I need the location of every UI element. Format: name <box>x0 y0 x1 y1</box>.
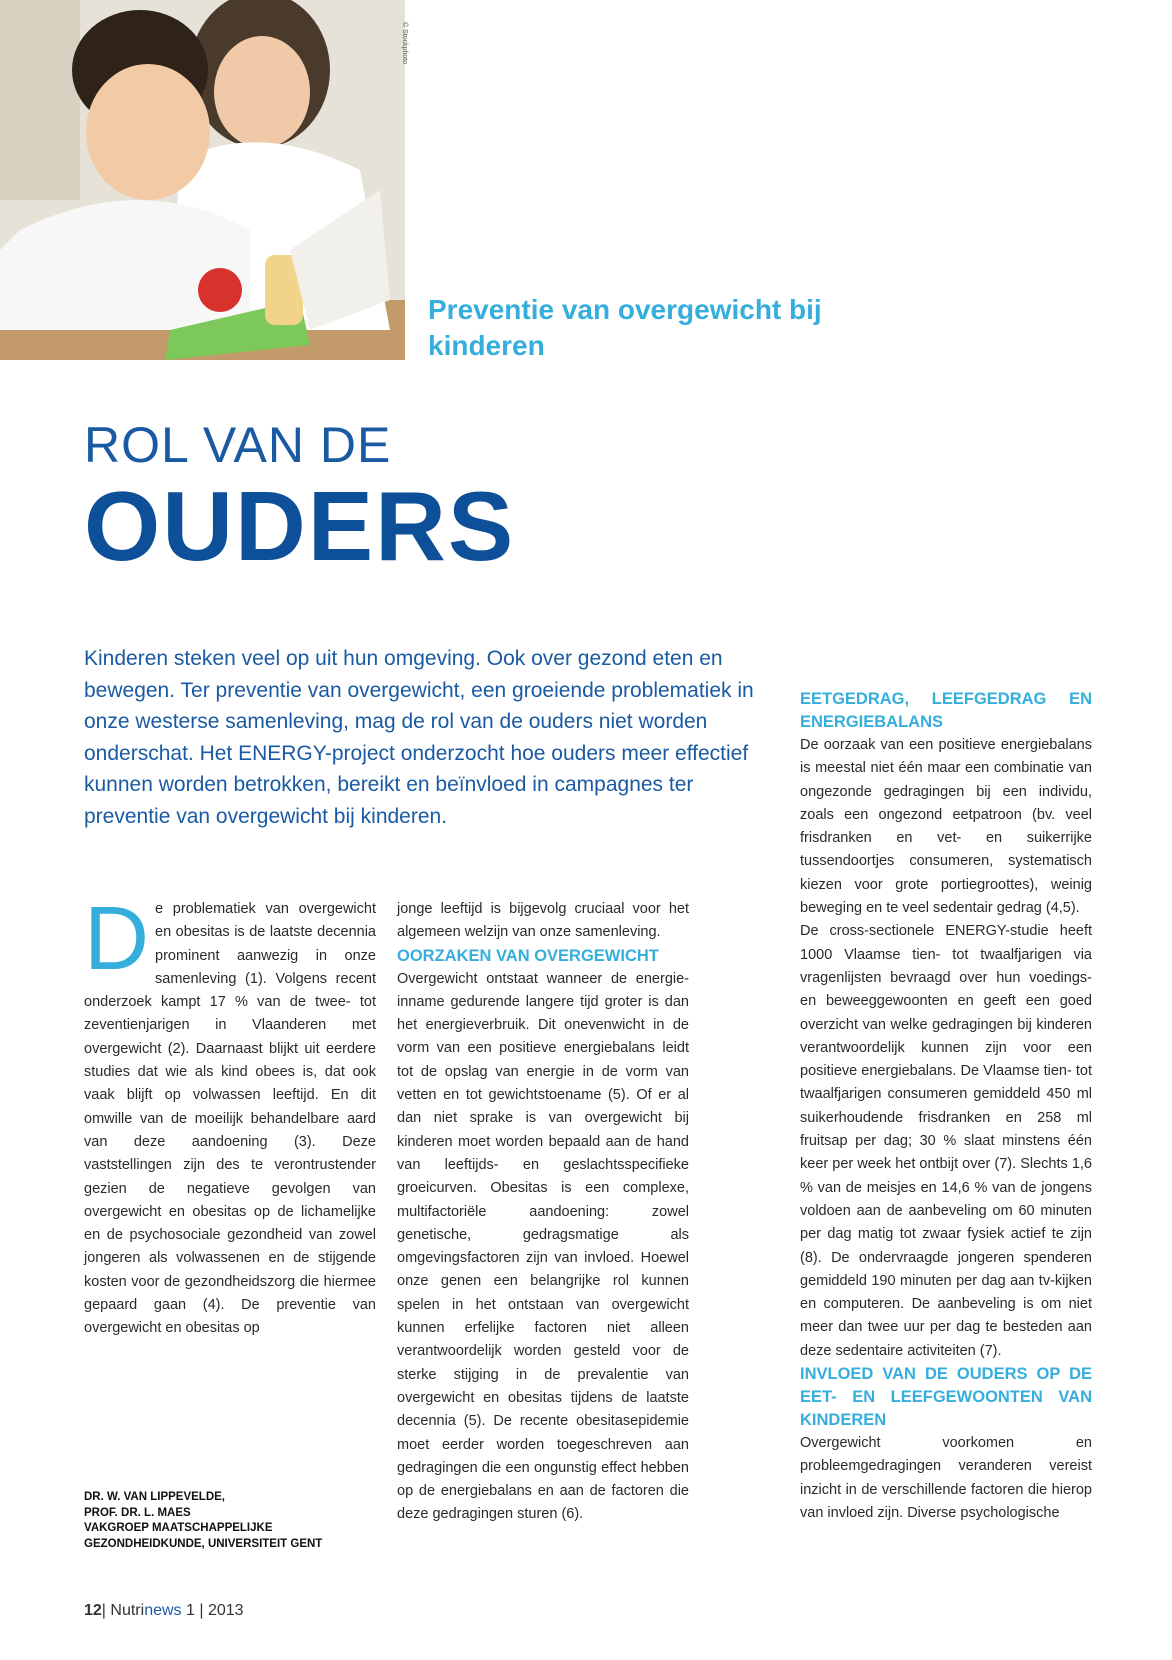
col1-text: e problematiek van overgewicht en obesitas is de laatste decennia prominent aanwezig in onze samenleving (1). Volgens recent onderzoek kampt 17 % van de twee- tot zeventienjarigen in Vlaanderen met overgewicht (2). Daarnaast blijkt uit eerdere studies dat wie als kind obees is, dat ook vaak blijft op volwassen leeftijd. En dit omwille van de moeilijk behandelbare aard van deze aandoening (3). Deze vaststellingen zijn des te verontrustender gezien de negatieve gevolgen van overgewicht en obesitas op de lichamelijke en de psychosociale gezondheid van zowel jongeren als volwassenen en de stijgende kosten voor de gezondheidszorg die hiermee gepaard gaan (4). De preventie van overgewicht en obesitas op <box>84 901 376 1337</box>
title-line-1: ROL VAN DE <box>84 417 392 473</box>
year: 2013 <box>207 1602 244 1619</box>
section-heading-eetgedrag: EETGEDRAG, LEEFGEDRAG EN ENERGIEBALANS <box>800 690 1092 731</box>
page-footer <box>84 1602 244 1620</box>
footer-separator-2: | <box>199 1602 204 1619</box>
col3-text-2: De cross-sectionele ENERGY-studie heeft 1000 Vlaamse tien- tot twaalfjarigen via vragenlijsten bevraagd over hun voedings- en beweeggewoonten en geeft een goed overzicht van welke gedragingen bij kinderen verantwoordelijk kunnen zijn voor een positieve energiebalans. De Vlaamse tien- tot twaalfjarigen consumeren gemiddeld 450 ml suikerhoudende frisdranken en 258 ml fruitsap per dag; 30 % slaat minstens één keer per week het ontbijt over (7). Slechts 1,6 % van de meisjes en 14,6 % van de jongens voldoen aan de aanbeveling om 60 minuten per dag matig tot zwaar fysiek actief te zijn (8). De ondervraagde jongeren spenderen gemiddeld 190 minuten per dag aan tv-kijken en computeren. De aanbeveling is om niet meer dan twee uur per dag te besteden aan deze sedentaire activiteiten (7). <box>800 923 1092 1359</box>
photo-credit: © Stockphoto <box>401 22 408 65</box>
column-1 <box>84 889 376 1341</box>
section-heading-invloed: INVLOED VAN DE OUDERS OP DE EET- EN LEEFGEWOONTEN VAN KINDEREN <box>800 1365 1092 1430</box>
page-number: 12 <box>84 1602 102 1619</box>
intro-paragraph: Kinderen steken veel op uit hun omgeving. Ook over gezond eten en bewegen. Ter preventie van overgewicht, een groeiende problematiek in onze westerse samenleving, mag de rol van de ouders niet worden onderschat. Het ENERGY-project onderzocht hoe ouders meer effectief kunnen worden betrokken, bereikt en beïnvloed in campagnes ter preventie van overgewicht bij kinderen. <box>84 647 754 828</box>
col3-text-1: De oorzaak van een positieve energiebalans is meestal niet één maar een combinatie van ongezonde gedragingen bij een individu, zoals een ongezond eetpatroon (bv. veel frisdranken en vet- en suikerrijke tussendoortjes consumeren, systematisch kiezen voor grote portiegroottes), weinig beweging en te veel sedentair gedrag (4,5). <box>800 737 1092 917</box>
column-3 <box>800 688 1092 1525</box>
brand-nutri: Nutri <box>110 1602 145 1619</box>
title-line-2: OUDERS <box>84 471 516 581</box>
kicker-heading: Preventie van overgewicht bij kinderen <box>428 294 822 361</box>
section-heading-oorzaken: OORZAKEN VAN OVERGEWICHT <box>397 946 659 965</box>
col2-text-1: jonge leeftijd is bijgevolg cruciaal voor het algemeen welzijn van onze samenleving. <box>397 901 689 941</box>
col3-text-3: Overgewicht voorkomen en probleemgedragingen veranderen vereist inzicht in de verschillende factoren die hierop van invloed zijn. Diverse psychologische <box>800 1435 1092 1521</box>
author-line-4: GEZONDHEIDKUNDE, UNIVERSITEIT GENT <box>84 1537 323 1550</box>
column-2 <box>397 898 689 1527</box>
col2-text-2: Overgewicht ontstaat wanneer de energie-inname gedurende langere tijd groter is dan het energieverbruik. Dit onevenwicht in de vorm van een positieve energiebalans leidt tot de opslag van energie in de vorm van vetten en tot gewichtstoename (5). Of er al dan niet sprake is van overgewicht bij kinderen moet worden bepaald aan de hand van leeftijds- en geslachtsspecifieke groeicurven. Obesitas is een complexe, multifactoriële aandoening: zowel genetische, gedragsmatige als omgevingsfactoren zijn van invloed. Hoewel onze genen een belangrijke rol kunnen spelen in het ontstaan van overgewicht kunnen erfelijke factoren niet alleen verantwoordelijk worden gesteld voor de sterke stijging in de prevalentie van overgewicht en obesitas tijdens de laatste decennia (5). De recente obesitasepidemie moet eerder worden toegeschreven aan gedragingen die een ongunstig effect hebben op de energiebalans en aan de factoren die deze gedragingen sturen (6). <box>397 970 689 1523</box>
footer-separator-1: | <box>101 1602 106 1619</box>
photo-illustration <box>0 0 405 360</box>
author-line-3: VAKGROEP MAATSCHAPPELIJKE <box>84 1522 273 1534</box>
issue-number: 1 <box>186 1602 195 1619</box>
article-photo <box>0 0 405 360</box>
col1-paragraph <box>84 889 376 1341</box>
author-line-1: DR. W. VAN LIPPEVELDE, <box>84 1491 225 1503</box>
dropcap: D <box>84 889 149 989</box>
author-block <box>84 1490 322 1552</box>
author-line-2: PROF. DR. L. MAES <box>84 1506 191 1519</box>
brand-news: news <box>144 1602 182 1619</box>
